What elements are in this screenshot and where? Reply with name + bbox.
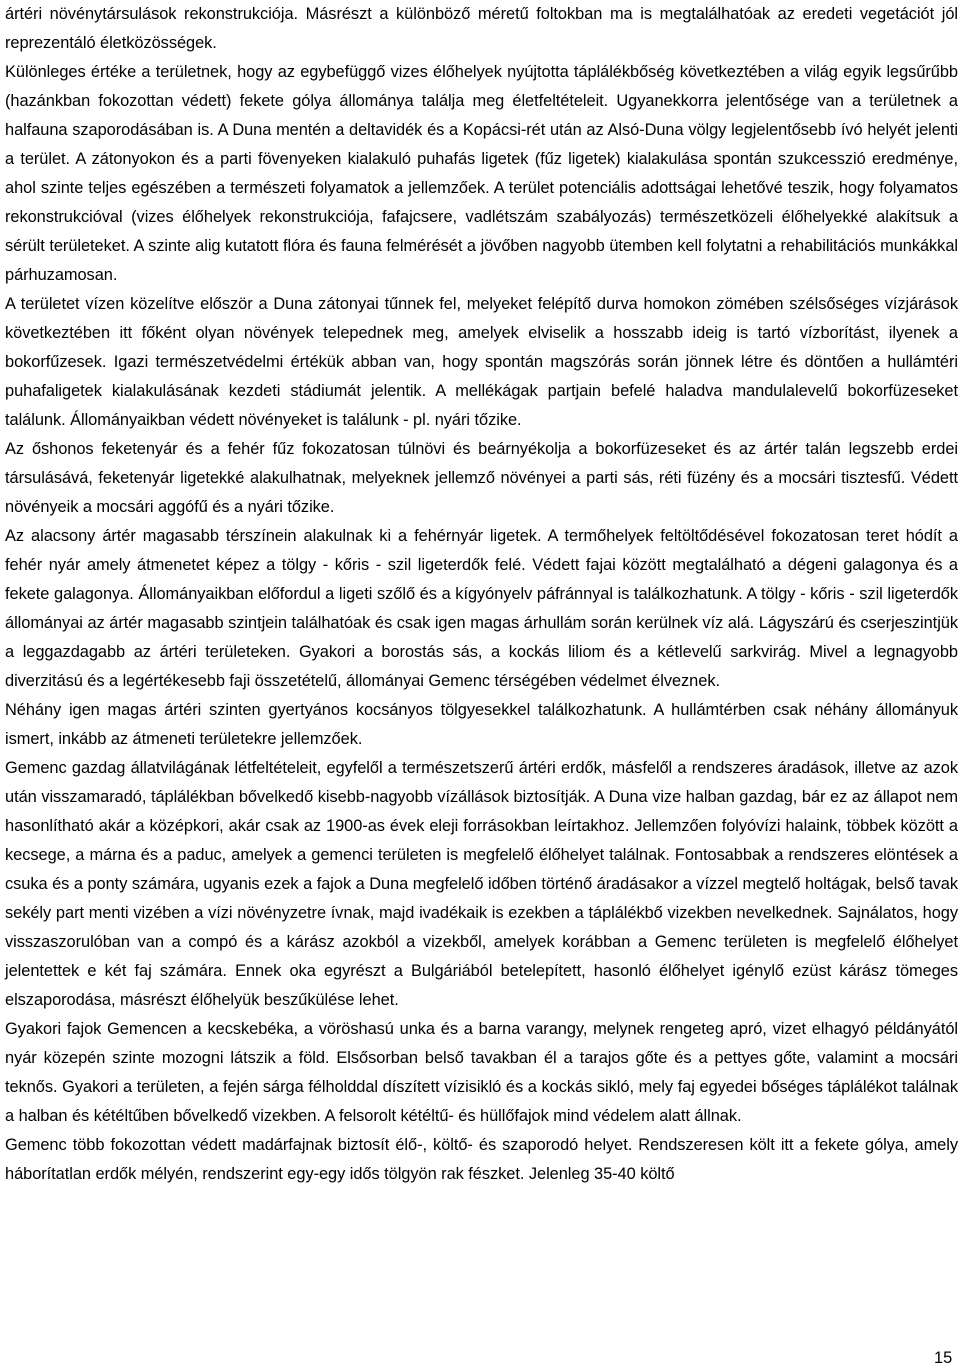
paragraph-7: Gemenc gazdag állatvilágának létfeltételeit, egyfelől a természetszerű ártéri erdők, másfelől a rendszeres áradások, illetve az azok után visszamaradó, táplálékban bővelkedő kisebb-nagyobb vízállások biztosítják. A Duna vize halban gazdag, bár ez az állapot nem hasonlítható akár a középkori, akár csak az 1900-as évek eleji forrásokban leírtakhoz. Jellemzően folyóvízi halaink, többek között a kecsege, a márna és a paduc, amelyek a gemenci területen is megfelelő élőhelyet találnak. Fontosabbak a rendszeres elöntések a csuka és a ponty számára, ugyanis ezek a fajok a Duna megfelelő időben történő áradásakor a vízzel megtelő holtágak, belső tavak sekély part menti vizében a vízi növényzetre ívnak, majd ivadékaik is ezekben a táplálékbő vizekben nevelkednek. Sajnálatos, hogy visszaszorulóban van a compó és a kárász azokból a vizekből, amelyek korábban a Gemenc területen is megfelelő élőhelyet jelentettek e két faj számára. Ennek oka egyrészt a Bulgáriából betelepített, hasonló élőhelyet igénylő ezüst kárász tömeges elszaporodása, másrészt élőhelyük beszűkülése lehet. <box>5 759 958 1009</box>
paragraph-9: Gemenc több fokozottan védett madárfajnak biztosít élő-, költő- és szaporodó helyet. Rendszeresen költ itt a fekete gólya, amely háborítatlan erdők mélyén, rendszerint egy-egy idős tölgyön rak fészket. Jelenleg 35-40 költő <box>5 1136 958 1183</box>
paragraph-3: A területet vízen közelítve először a Duna zátonyai tűnnek fel, melyeket felépítő durva homokon zömében szélsőséges vízjárások következtében itt főként olyan növények telepednek meg, amelyek elviselik a hosszabb ideig is tartó vízborítást, ilyenek a bokorfűzesek. Igazi természetvédelmi értékük abban van, hogy spontán magszórás során jönnek létre és döntően a hullámtéri puhafaligetek kialakulásának kezdeti stádiumát jelentik. A mellékágak partjain befelé haladva mandulalevelű bokorfüzeseket találunk. Állományaikban védett növényeket is találunk - pl. nyári tőzike. <box>5 295 958 429</box>
paragraph-1: ártéri növénytársulások rekonstrukciója. Másrészt a különböző méretű foltokban ma is megtalálhatóak az eredeti vegetációt jól reprezentáló életközösségek. <box>5 5 958 52</box>
paragraph-5: Az alacsony ártér magasabb térszínein alakulnak ki a fehérnyár ligetek. A termőhelyek feltöltődésével fokozatosan teret hódít a fehér nyár amely átmenetet képez a tölgy - kőris - szil ligeterdők felé. Védett fajai között megtalálható a dégeni galagonya és a fekete galagonya. Állományaikban előfordul a ligeti szőlő és a kígyónyelv páfránnyal is találkozhatunk. A tölgy - kőris - szil ligeterdők állományai az ártér magasabb szintjein találhatóak és csak igen magas árhullám során kerülnek víz alá. Lágyszárú és cserjeszintjük a leggazdagabb az ártéri területeken. Gyakori a borostás sás, a kockás liliom és a kétlevelű sarkvirág. Mivel a legnagyobb diverzitású és a legértékesebb faji összetételű, állományai Gemenc térségében védelmet élveznek. <box>5 527 958 690</box>
paragraph-4: Az őshonos feketenyár és a fehér fűz fokozatosan túlnövi és beárnyékolja a bokorfüzeseket és az ártér talán legszebb erdei társulásává, feketenyár ligetekké alakulhatnak, melyeknek jellemző növényei a parti sás, réti füzény és a mocsári tisztesfű. Védett növényeik a mocsári aggófű és a nyári tőzike. <box>5 440 958 516</box>
paragraph-6: Néhány igen magas ártéri szinten gyertyános kocsányos tölgyesekkel találkozhatunk. A hullámtérben csak néhány állományuk ismert, inkább az átmeneti területekre jellemzőek. <box>5 701 958 748</box>
paragraph-8: Gyakori fajok Gemencen a kecskebéka, a vöröshasú unka és a barna varangy, melynek rengeteg apró, vizet elhagyó példányától nyár közepén szinte mozogni látszik a föld. Elsősorban belső tavakban él a tarajos gőte és a pettyes gőte, valamint a mocsári teknős. Gyakori a területen, a fején sárga félholddal díszített vízisikló és a kockás sikló, mely faj egyedei bőséges táplálékot találnak a halban és kétéltűben bővelkedő vizekben. A felsorolt kétéltű- és hüllőfajok mind védelem alatt állnak. <box>5 1020 958 1125</box>
document-page <box>5 0 958 1189</box>
page-number: 15 <box>934 1349 953 1367</box>
paragraph-2: Különleges értéke a területnek, hogy az egybefüggő vizes élőhelyek nyújtotta táplálékbőség következtében a világ egyik legsűrűbb (hazánkban fokozottan védett) fekete gólya állománya találja meg életfeltételeit. Ugyanekkorra jelentősége van a területnek a halfauna szaporodásában is. A Duna mentén a deltavidék és a Kopácsi-rét után az Alsó-Duna völgy legjelentősebb ívó helyét jelenti a terület. A zátonyokon és a parti fövenyeken kialakuló puhafás ligetek (fűz ligetek) kialakulása spontán szukcesszió eredménye, ahol szinte teljes egészében a természeti folyamatok a jellemzőek. A terület potenciális adottságai lehetővé teszik, hogy folyamatos rekonstrukcióval (vizes élőhelyek rekonstrukciója, fafajcsere, vadlétszám szabályozás) természetközeli élőhelyekké alakítsuk a sérült területeket. A szinte alig kutatott flóra és fauna felmérését a jövőben nagyobb ütemben kell folytatni a rehabilitációs munkákkal párhuzamosan. <box>5 63 958 284</box>
